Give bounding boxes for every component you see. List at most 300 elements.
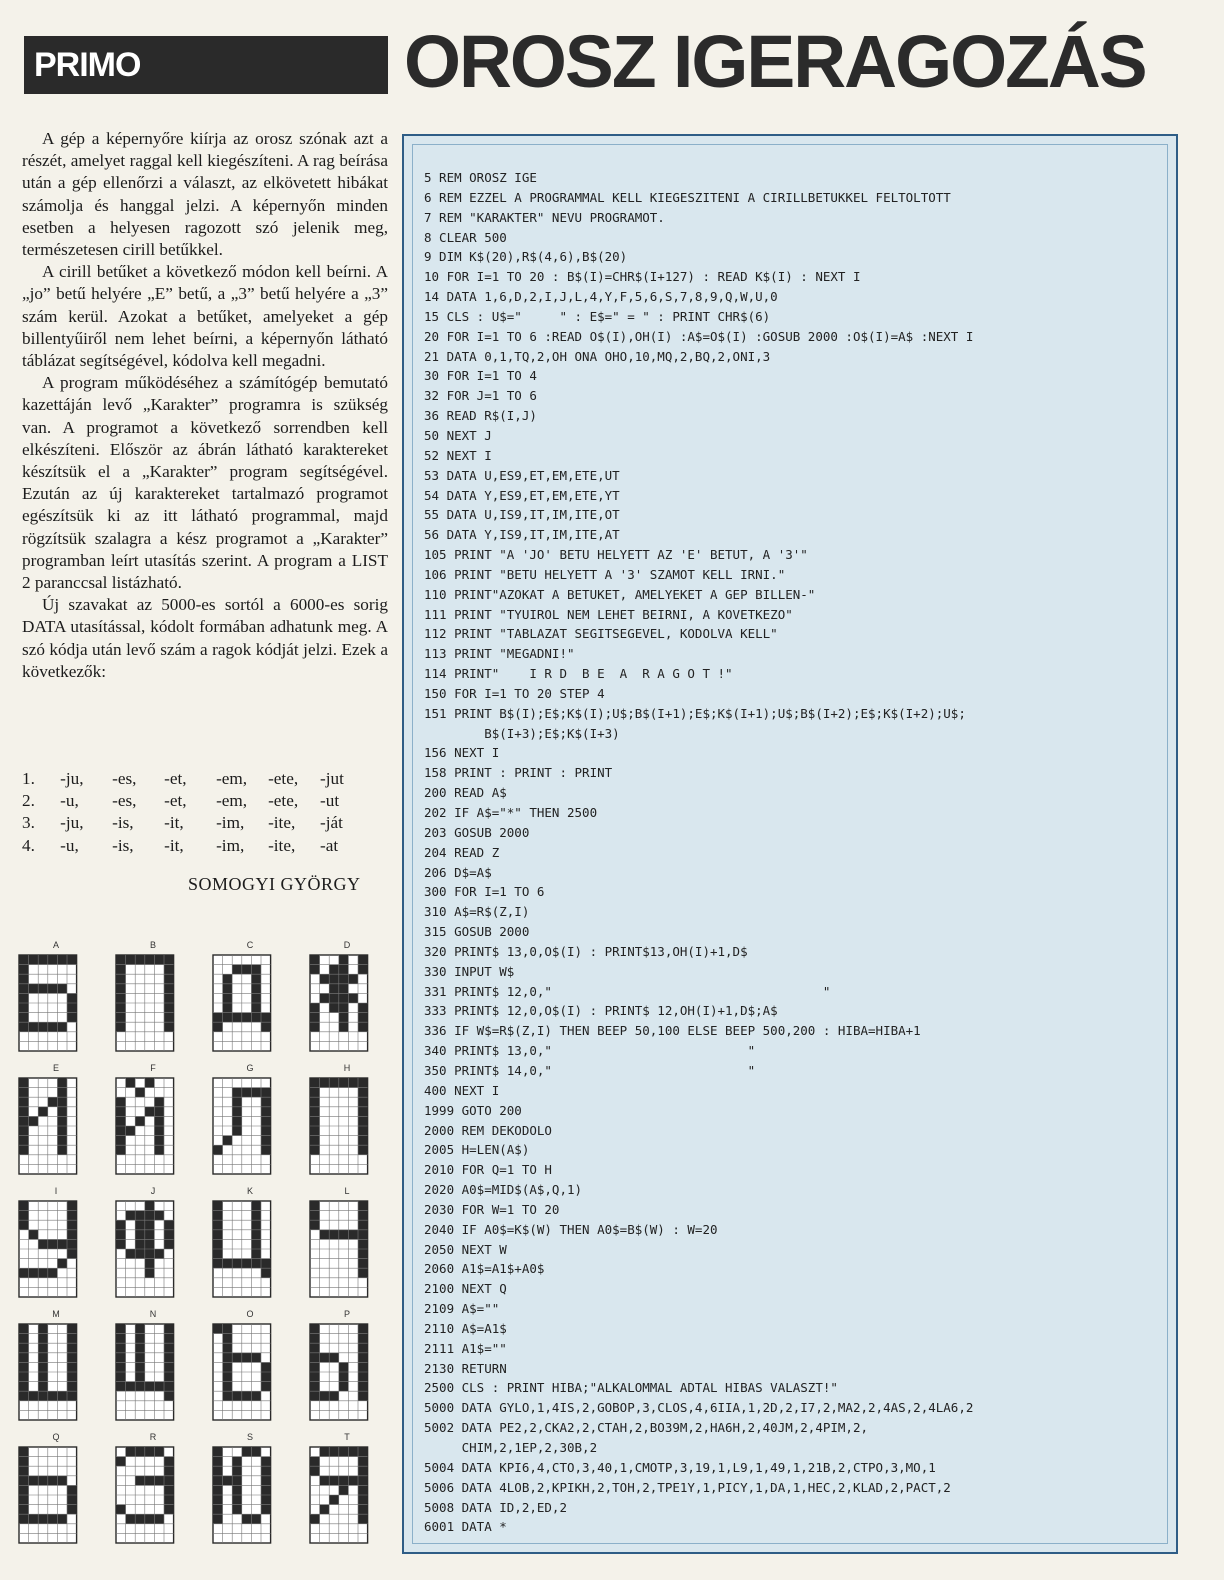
glyph-pixel — [19, 1362, 29, 1372]
glyph-pixel — [358, 1485, 368, 1495]
code-line: 111 PRINT "TYUIROL NEM LEHET BEIRNI, A KOVETKEZO" — [424, 606, 793, 622]
glyph-label: T — [344, 1432, 350, 1442]
glyph-pixel — [310, 1457, 320, 1467]
glyph-bitmap — [212, 1446, 272, 1544]
glyph-pixel — [19, 1476, 29, 1486]
glyph-m — [18, 1309, 94, 1419]
glyph-pixel — [19, 974, 29, 984]
code-line: 2040 IF A0$=K$(W) THEN A0$=B$(W) : W=20 — [424, 1221, 718, 1237]
glyph-pixel — [251, 1088, 261, 1098]
glyph-pixel — [164, 1220, 174, 1230]
glyph-pixel — [126, 1447, 136, 1457]
glyph-pixel — [67, 1495, 77, 1505]
glyph-pixel — [19, 984, 29, 994]
glyph-pixel — [320, 1230, 330, 1240]
glyph-g — [212, 1063, 288, 1173]
glyph-pixel — [358, 1466, 368, 1476]
ending-form: -is, — [112, 813, 134, 833]
glyph-pixel — [38, 1391, 48, 1401]
code-line: 5008 DATA ID,2,ED,2 — [424, 1499, 567, 1515]
glyph-pixel — [116, 1372, 126, 1382]
glyph-pixel — [154, 1097, 164, 1107]
glyph-pixel — [135, 1382, 145, 1392]
glyph-pixel — [57, 1145, 67, 1155]
glyph-pixel — [57, 1239, 67, 1249]
glyph-pixel — [213, 1495, 223, 1505]
glyph-pixel — [261, 1382, 271, 1392]
glyph-pixel — [261, 1505, 271, 1515]
glyph-pixel — [38, 1353, 48, 1363]
glyph-pixel — [251, 1201, 261, 1211]
glyph-pixel — [310, 1211, 320, 1221]
glyph-bitmap — [18, 1446, 78, 1544]
glyph-pixel — [38, 1343, 48, 1353]
glyph-pixel — [310, 1391, 320, 1401]
code-line: 2060 A1$=A1$+A0$ — [424, 1261, 545, 1277]
code-line: 2005 H=LEN(A$) — [424, 1142, 530, 1158]
glyph-o — [212, 1309, 288, 1419]
glyph-pixel — [261, 1259, 271, 1269]
code-line: CHIM,2,1EP,2,30B,2 — [424, 1440, 598, 1455]
glyph-pixel — [242, 1013, 252, 1023]
glyph-pixel — [261, 1136, 271, 1146]
glyph-pixel — [19, 1324, 29, 1334]
ending-form: -ete, — [268, 769, 299, 788]
glyph-pixel — [145, 1107, 155, 1117]
glyph-label: S — [246, 1432, 253, 1442]
glyph-bitmap — [309, 1446, 369, 1544]
code-line: 5000 DATA GYLO,1,4IS,2,GOBOP,3,CLOS,4,6IIA,1,2D,2,I7,2,MA2,2,4AS,2,4LA6,2 — [424, 1400, 974, 1416]
glyph-pixel — [19, 1505, 29, 1515]
glyph-pixel — [329, 1353, 339, 1363]
glyph-pixel — [67, 1353, 77, 1363]
glyph-pixel — [329, 965, 339, 975]
glyph-pixel — [223, 1324, 233, 1334]
glyph-pixel — [164, 974, 174, 984]
glyph-pixel — [67, 993, 77, 1003]
glyph-pixel — [135, 1476, 145, 1486]
glyph-pixel — [358, 1362, 368, 1372]
code-line: 350 PRINT$ 14,0," " — [424, 1062, 756, 1078]
glyph-bitmap — [115, 1077, 175, 1175]
glyph-pixel — [135, 1249, 145, 1259]
glyph-pixel — [116, 1324, 126, 1334]
glyph-pixel — [358, 1382, 368, 1392]
glyph-pixel — [261, 1495, 271, 1505]
glyph-pixel — [116, 1136, 126, 1146]
glyph-pixel — [223, 1003, 233, 1013]
code-line: 310 A$=R$(Z,I) — [424, 904, 530, 920]
ending-form: -it, — [164, 813, 184, 833]
glyph-pixel — [223, 993, 233, 1003]
glyph-pixel — [310, 1372, 320, 1382]
glyph-pixel — [145, 1249, 155, 1259]
glyph-pixel — [223, 1382, 233, 1392]
page-title: OROSZ IGERAGOZÁS — [404, 20, 1146, 103]
glyph-pixel — [135, 1324, 145, 1334]
glyph-pixel — [251, 974, 261, 984]
glyph-pixel — [251, 1003, 261, 1013]
glyph-label: B — [149, 940, 156, 950]
glyph-pixel — [29, 1268, 39, 1278]
glyph-pixel — [154, 1447, 164, 1457]
glyph-pixel — [67, 1343, 77, 1353]
code-line: 5006 DATA 4LOB,2,KPIKH,2,TOH,2,TPE1Y,1,PICY,1,DA,1,HEC,2,KLAD,2,PACT,2 — [424, 1479, 951, 1495]
glyph-pixel — [339, 1003, 349, 1013]
glyph-pixel — [223, 974, 233, 984]
glyph-pixel — [223, 1343, 233, 1353]
ending-form: -ut — [320, 791, 340, 811]
glyph-pixel — [213, 1145, 223, 1155]
glyph-pixel — [232, 1476, 242, 1486]
glyph-pixel — [251, 1353, 261, 1363]
glyph-pixel — [67, 1324, 77, 1334]
glyph-pixel — [213, 1505, 223, 1515]
glyph-pixel — [145, 1476, 155, 1486]
glyph-pixel — [19, 1126, 29, 1136]
code-line: 32 FOR J=1 TO 6 — [424, 388, 537, 404]
glyph-pixel — [19, 1466, 29, 1476]
glyph-pixel — [232, 1457, 242, 1467]
glyph-pixel — [213, 1514, 223, 1524]
glyph-pixel — [135, 1211, 145, 1221]
glyph-pixel — [242, 1447, 252, 1457]
glyph-pixel — [358, 1495, 368, 1505]
glyph-pixel — [48, 1391, 58, 1401]
glyph-pixel — [358, 1126, 368, 1136]
glyph-pixel — [358, 1078, 368, 1088]
code-line: 2100 NEXT Q — [424, 1281, 507, 1297]
glyph-pixel — [213, 1485, 223, 1495]
code-line: 54 DATA Y,ES9,ET,EM,ETE,YT — [424, 487, 620, 503]
glyph-pixel — [358, 1013, 368, 1023]
glyph-pixel — [164, 1324, 174, 1334]
glyph-pixel — [135, 1239, 145, 1249]
glyph-pixel — [19, 1201, 29, 1211]
glyph-pixel — [348, 1447, 358, 1457]
glyph-bitmap — [115, 1323, 175, 1421]
code-line: 9 DIM K$(20),R$(4,6),B$(20) — [424, 249, 628, 265]
intro-paragraph: A program működéséhez a számítógép bemutató kazettáján levő „Karakter” programra is szükség van. A programot a következő sorrendben kell elkészíteni. Először az ábrán látható karaktereket készítsük el a „Karakter” program segítségével. Ezután az új karaktereket tartalmazó programot egészítsük ki az itt látható programmal, majd rögzítsük szalagra a kész programot a „Karakter” programban leírt utasítás szerint. A program a LIST 2 paranccsal listázható. — [22, 373, 388, 593]
glyph-pixel — [232, 1391, 242, 1401]
glyph-bitmap — [115, 954, 175, 1052]
glyph-pixel — [358, 1201, 368, 1211]
ending-row — [22, 812, 372, 834]
glyph-pixel — [145, 1211, 155, 1221]
glyph-pixel — [126, 1126, 136, 1136]
glyph-pixel — [19, 1078, 29, 1088]
glyph-pixel — [48, 1268, 58, 1278]
glyph-pixel — [348, 1078, 358, 1088]
code-line: 2000 REM DEKODOLO — [424, 1122, 552, 1138]
glyph-pixel — [57, 1259, 67, 1269]
glyph-pixel — [242, 1353, 252, 1363]
code-line: 1999 GOTO 200 — [424, 1102, 522, 1118]
code-line: 2050 NEXT W — [424, 1241, 507, 1257]
glyph-pixel — [261, 1485, 271, 1495]
glyph-pixel — [164, 984, 174, 994]
glyph-pixel — [19, 1097, 29, 1107]
ending-form: -ju, — [60, 813, 84, 833]
glyph-pixel — [38, 1022, 48, 1032]
code-line: 10 FOR I=1 TO 20 : B$(I)=CHR$(I+127) : READ K$(I) : NEXT I — [424, 269, 861, 285]
ending-number: 1. — [22, 769, 35, 788]
glyph-pixel — [57, 1514, 67, 1524]
glyph-pixel — [164, 1495, 174, 1505]
glyph-pixel — [164, 1343, 174, 1353]
glyph-pixel — [358, 1097, 368, 1107]
glyph-pixel — [67, 1230, 77, 1240]
glyph-pixel — [67, 1334, 77, 1344]
glyph-pixel — [329, 1078, 339, 1088]
ending-form: -et, — [164, 791, 187, 811]
code-line: 156 NEXT I — [424, 745, 500, 761]
glyph-label: A — [52, 940, 59, 950]
glyph-pixel — [339, 1230, 349, 1240]
glyph-pixel — [164, 965, 174, 975]
glyph-s — [212, 1432, 288, 1542]
glyph-pixel — [116, 1116, 126, 1126]
glyph-pixel — [310, 1126, 320, 1136]
glyph-pixel — [145, 1447, 155, 1457]
glyph-pixel — [135, 1343, 145, 1353]
glyph-pixel — [135, 1088, 145, 1098]
glyph-pixel — [19, 1145, 29, 1155]
glyph-pixel — [358, 1259, 368, 1269]
glyph-pixel — [19, 1343, 29, 1353]
glyph-pixel — [251, 984, 261, 994]
code-line: 206 D$=A$ — [424, 864, 492, 880]
glyph-pixel — [154, 1145, 164, 1155]
glyph-pixel — [67, 1013, 77, 1023]
code-line: 204 READ Z — [424, 844, 500, 860]
glyph-pixel — [348, 974, 358, 984]
glyph-d — [309, 940, 385, 1050]
glyph-pixel — [116, 974, 126, 984]
glyph-pixel — [164, 1382, 174, 1392]
glyph-pixel — [358, 1211, 368, 1221]
glyph-pixel — [154, 1249, 164, 1259]
glyph-pixel — [19, 1088, 29, 1098]
glyph-label: K — [246, 1186, 253, 1196]
code-box — [402, 134, 1178, 1554]
glyph-pixel — [19, 1211, 29, 1221]
glyph-pixel — [116, 984, 126, 994]
glyph-pixel — [164, 1466, 174, 1476]
glyph-pixel — [310, 1088, 320, 1098]
ending-number: 4. — [22, 835, 35, 855]
glyph-pixel — [164, 1013, 174, 1023]
glyph-pixel — [213, 1457, 223, 1467]
glyph-pixel — [232, 1485, 242, 1495]
glyph-pixel — [145, 1078, 155, 1088]
glyph-pixel — [348, 1230, 358, 1240]
code-line: 5002 DATA PE2,2,CKA2,2,CTAH,2,BO39M,2,HA6H,2,40JM,2,4PIM,2, — [424, 1420, 869, 1436]
glyph-pixel — [116, 1003, 126, 1013]
glyph-pixel — [67, 1362, 77, 1372]
code-line: 200 READ A$ — [424, 785, 507, 801]
code-line: 55 DATA U,IS9,IT,IM,ITE,OT — [424, 507, 620, 523]
glyph-pixel — [339, 1078, 349, 1088]
glyph-pixel — [57, 1022, 67, 1032]
code-line: 2030 FOR W=1 TO 20 — [424, 1201, 560, 1217]
ending-form: -em, — [216, 791, 248, 811]
ending-form: -ját — [320, 813, 343, 833]
glyph-pixel — [38, 1334, 48, 1344]
glyph-pixel — [339, 955, 349, 965]
glyph-pixel — [251, 1230, 261, 1240]
glyph-pixel — [29, 1514, 39, 1524]
glyph-pixel — [320, 974, 330, 984]
glyph-pixel — [310, 1353, 320, 1363]
glyph-pixel — [19, 1013, 29, 1023]
glyph-pixel — [358, 1391, 368, 1401]
ending-form: -ite, — [268, 813, 296, 833]
glyph-pixel — [164, 1362, 174, 1372]
glyph-pixel — [310, 965, 320, 975]
glyph-pixel — [339, 984, 349, 994]
glyph-pixel — [19, 1485, 29, 1495]
glyph-bitmap — [115, 1446, 175, 1544]
glyph-bitmap — [212, 1200, 272, 1298]
glyph-pixel — [242, 1391, 252, 1401]
glyph-pixel — [232, 1116, 242, 1126]
glyph-pixel — [261, 1457, 271, 1467]
glyph-pixel — [242, 965, 252, 975]
glyph-pixel — [38, 1239, 48, 1249]
glyph-pixel — [38, 1476, 48, 1486]
glyph-pixel — [310, 1078, 320, 1088]
glyph-pixel — [135, 1372, 145, 1382]
glyph-pixel — [261, 1476, 271, 1486]
code-line: 400 NEXT I — [424, 1082, 500, 1098]
glyph-pixel — [145, 1220, 155, 1230]
glyph-pixel — [126, 955, 136, 965]
glyph-pixel — [251, 965, 261, 975]
glyph-pixel — [358, 1324, 368, 1334]
glyph-pixel — [251, 1239, 261, 1249]
glyph-pixel — [67, 1391, 77, 1401]
glyph-pixel — [19, 1334, 29, 1344]
code-line: 340 PRINT$ 13,0," " — [424, 1043, 756, 1059]
header-tag: PRIMO — [34, 46, 141, 84]
glyph-pixel — [38, 1514, 48, 1524]
glyph-pixel — [320, 1078, 330, 1088]
glyph-pixel — [261, 1362, 271, 1372]
glyph-pixel — [67, 955, 77, 965]
glyph-pixel — [213, 1466, 223, 1476]
code-line: 30 FOR I=1 TO 4 — [424, 368, 537, 384]
glyph-pixel — [339, 1447, 349, 1457]
glyph-pixel — [154, 1211, 164, 1221]
glyph-pixel — [310, 1136, 320, 1146]
glyph-label: M — [52, 1309, 60, 1319]
glyph-label: I — [54, 1186, 58, 1196]
glyph-pixel — [223, 1362, 233, 1372]
glyph-pixel — [339, 974, 349, 984]
glyph-pixel — [358, 1003, 368, 1013]
glyph-pixel — [329, 1447, 339, 1457]
glyph-pixel — [223, 1259, 233, 1269]
glyph-pixel — [164, 1022, 174, 1032]
code-line: 2010 FOR Q=1 TO H — [424, 1162, 552, 1178]
glyph-pixel — [261, 1013, 271, 1023]
glyph-pixel — [242, 1259, 252, 1269]
glyph-pixel — [145, 1230, 155, 1240]
glyph-pixel — [232, 965, 242, 975]
code-line: 331 PRINT$ 12,0," " — [424, 983, 831, 999]
glyph-pixel — [329, 1476, 339, 1486]
glyph-pixel — [57, 1088, 67, 1098]
glyph-i — [18, 1186, 94, 1296]
ending-number: 2. — [22, 791, 35, 811]
glyph-pixel — [145, 1259, 155, 1269]
glyph-pixel — [164, 955, 174, 965]
glyph-pixel — [135, 1362, 145, 1372]
glyph-pixel — [38, 1268, 48, 1278]
code-line: 330 INPUT W$ — [424, 963, 515, 979]
code-line: 110 PRINT"AZOKAT A BETUKET, AMELYEKET A GEP BILLEN-" — [424, 586, 816, 602]
glyph-pixel — [339, 1022, 349, 1032]
glyph-pixel — [358, 1136, 368, 1146]
ending-row — [22, 835, 372, 857]
glyph-pixel — [232, 1107, 242, 1117]
glyph-pixel — [358, 965, 368, 975]
glyph-pixel — [164, 1372, 174, 1382]
glyph-pixel — [57, 1126, 67, 1136]
glyph-pixel — [154, 1514, 164, 1524]
code-line: 2020 A0$=MID$(A$,Q,1) — [424, 1182, 583, 1198]
glyph-pixel — [232, 1495, 242, 1505]
glyph-pixel — [116, 993, 126, 1003]
glyph-pixel — [19, 1391, 29, 1401]
glyph-pixel — [116, 1097, 126, 1107]
glyph-bitmap — [18, 1200, 78, 1298]
glyph-pixel — [164, 1003, 174, 1013]
glyph-pixel — [261, 1022, 271, 1032]
glyph-pixel — [116, 1362, 126, 1372]
glyph-pixel — [320, 1353, 330, 1363]
glyph-pixel — [67, 1372, 77, 1382]
glyph-label: P — [343, 1309, 350, 1319]
glyph-bitmap — [115, 1200, 175, 1298]
glyph-pixel — [310, 1116, 320, 1126]
glyph-pixel — [310, 1362, 320, 1372]
glyph-pixel — [135, 1220, 145, 1230]
glyph-pixel — [213, 1324, 223, 1334]
glyph-pixel — [251, 1447, 261, 1457]
glyph-pixel — [19, 1116, 29, 1126]
code-line: 151 PRINT B$(I);E$;K$(I);U$;B$(I+1);E$;K$(I+1);U$;B$(I+2);E$;K$(I+2);U$; — [424, 705, 966, 721]
glyph-label: C — [246, 940, 254, 950]
glyph-pixel — [145, 1268, 155, 1278]
glyph-pixel — [339, 1382, 349, 1392]
glyph-pixel — [310, 1107, 320, 1117]
glyph-h — [309, 1063, 385, 1173]
glyph-pixel — [213, 1259, 223, 1269]
glyph-pixel — [251, 1211, 261, 1221]
glyph-pixel — [358, 1372, 368, 1382]
glyph-pixel — [251, 1249, 261, 1259]
glyph-pixel — [358, 1116, 368, 1126]
glyph-pixel — [232, 1259, 242, 1269]
glyph-label: N — [149, 1309, 157, 1319]
glyph-pixel — [261, 1097, 271, 1107]
glyph-pixel — [310, 1022, 320, 1032]
code-line: 6001 DATA * — [424, 1519, 507, 1535]
glyph-pixel — [38, 1107, 48, 1117]
glyph-pixel — [164, 1334, 174, 1344]
